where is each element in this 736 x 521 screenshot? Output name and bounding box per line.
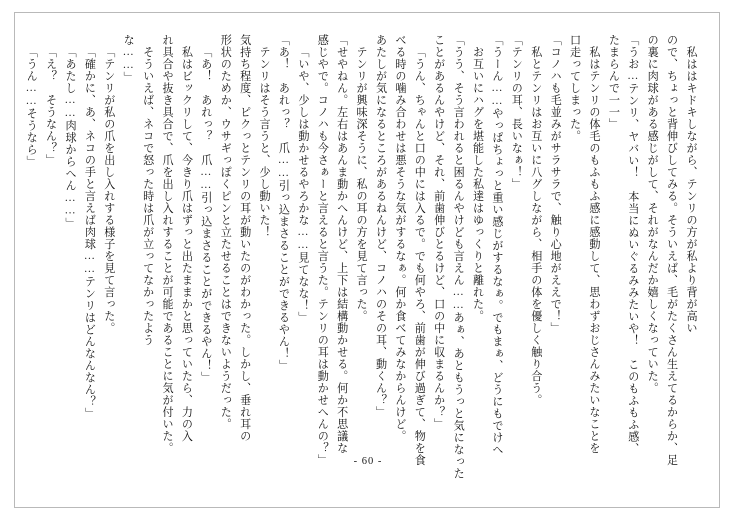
text-line: 「え？ そうなん？」	[44, 46, 57, 166]
text-line: 私はテンリの体毛のもふもふ感に感動して、思わずおじさんみたいなことを	[587, 46, 600, 454]
text-line: 「いや、少しは動かせるやろかな……見てなな！」	[296, 46, 309, 324]
text-line: 「うお…テンリ、ヤバい！ 本当にぬいぐるみみたいや！ このもふもふ感、	[626, 34, 639, 455]
text-line: お互いにハグを堪能した私達はゆっくりと離れた。	[471, 46, 484, 322]
text-line: 私とテンリはお互いに八グしながら、相手の体を優しく触り合う。	[529, 46, 542, 406]
text-line: 「うう、そう言われると困るんやけども言えん……あぁ、あともうっと気になった	[452, 34, 465, 480]
text-line: ので、ちょっと背伸びしてみる。そういえば、毛がたくさん生えてるからか、足	[665, 34, 678, 466]
text-line: の裏に肉球がある感じがして、それがなんだか嬉しくなっていた。	[646, 34, 659, 394]
text-line: 「確かに、あ、ネコの手と言えば肉球……テンリはどんなんなん？」	[83, 46, 96, 420]
text-line: 口走ってしまった。	[568, 34, 581, 142]
text-line: べる時の噛み合わせは悪そうな気がするなぁ。何か食べてみなからんけど。	[393, 34, 406, 442]
text-line: 「あたし……肉球からへん……」	[64, 46, 76, 230]
text-line: 「うーん……やっぱちょっと重い感じがするなぁ。でもまぁ、どうにもでけへ	[490, 34, 503, 456]
text-line: 気持ち程度、ピクっとテンリの耳が動いたのがわかった。しかし、垂れ耳の	[238, 34, 251, 442]
text-line: たまらんで一一」	[607, 34, 620, 130]
text-line: 私ははキドキしながら、テンリの方が私より背が高い	[685, 46, 697, 334]
text-line: 感じやで。コノハも今さぁーと言えると言うた。テンリの耳は動かせへんの？」	[316, 34, 329, 466]
text-line: な……」	[122, 34, 135, 84]
text-line: 「あ！ あれっ？ 爪……引っ込まさることができるやん！」	[277, 34, 290, 372]
text-line: あたしが気になるところがあるねんけど、コノハのその耳、動くん？」	[374, 34, 387, 418]
text-line: 「あ！ あれっ？ 爪……引っ込まさることができるやん！」	[199, 46, 212, 384]
page-number: - 60 -	[353, 456, 383, 467]
text-line: れ具合や抜き具合で、爪を出し入れすることが可能であることに気が付いた。	[161, 34, 174, 454]
text-line: 「テンリが私の爪を出し入れする様子を見て言った。	[102, 46, 115, 334]
text-line: 形状のためか、ウサギっぽくピンと立たせることはできないようだった。	[219, 34, 232, 430]
text-line: テンリはそう言うと、少し動いた！	[258, 46, 271, 238]
text-line: そういえば、ネコで怒った時は爪が立ってなかったよう	[141, 46, 154, 346]
text-line: ことがあるんやけど、それ、前歯伸びとるけど、口の中に収まるんか？」	[432, 34, 445, 430]
text-line: 私はビックリして、今きり爪はずっと出たままかと思っていたら、力の入	[180, 46, 193, 442]
text-line: 「うん、ちゃんと口の中には入るで。でも何やろ、前歯が伸び過ぎて、物を食	[413, 46, 426, 466]
text-line: 「うん……そうなら」	[25, 46, 38, 168]
text-line: テンリが興味深そうに、私の耳の方を見て言った。	[355, 46, 368, 322]
text-line: 「テンリの耳、長いなぁ！」	[510, 34, 523, 190]
text-line: 「せやねん。左右はあんま動かへんけど、上下は結構動かせる。何か不思議な	[335, 34, 348, 454]
text-line: 「コノハも毛並みがサラサラで、触り心地がええで！」	[549, 34, 562, 334]
